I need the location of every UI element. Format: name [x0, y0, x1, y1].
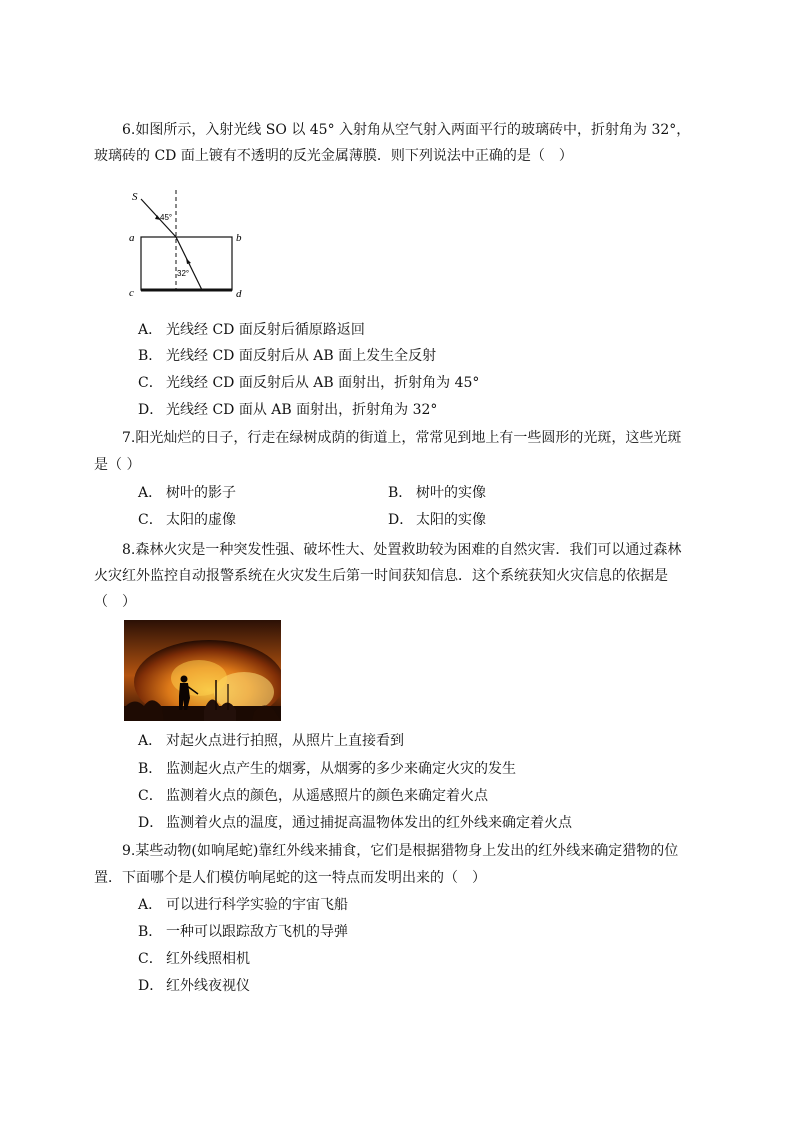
- q9-option-b[interactable]: B． 一种可以跟踪敌方飞机的导弹: [138, 924, 348, 940]
- label-b: b: [236, 232, 242, 244]
- q8-option-c[interactable]: C． 监测着火点的颜色，从遥感照片的颜色来确定着火点: [138, 788, 488, 804]
- angle-32-label: 32°: [177, 269, 190, 278]
- label-c: c: [129, 287, 134, 299]
- glass-brick-diagram: [120, 186, 260, 304]
- q6-option-b[interactable]: B． 光线经 CD 面反射后从 AB 面上发生全反射: [138, 348, 437, 364]
- q9-option-a[interactable]: A． 可以进行科学实验的宇宙飞船: [138, 897, 348, 913]
- q9-option-d[interactable]: D． 红外线夜视仪: [138, 978, 250, 994]
- q8-stem-line2: 火灾红外监控自动报警系统在火灾发生后第一时间获知信息．这个系统获知火灾信息的依据是: [94, 568, 668, 584]
- q8-stem-line3: （ ）: [94, 594, 136, 610]
- glass-brick: [141, 237, 232, 290]
- q7-stem-line2: 是（ ）: [94, 457, 141, 473]
- q6-option-d[interactable]: D． 光线经 CD 面从 AB 面射出，折射角为 32°: [138, 402, 438, 418]
- q7-stem-line1: 7.阳光灿烂的日子，行走在绿树成荫的街道上，常常见到地上有一些圆形的光斑，这些光斑: [122, 430, 682, 446]
- q8-option-d[interactable]: D． 监测着火点的温度，通过捕捉高温物体发出的红外线来确定着火点: [138, 815, 572, 831]
- angle-45-label: 45°: [160, 213, 173, 222]
- q6-stem-line1: 6.如图所示，入射光线 SO 以 45° 入射角从空气射入两面平行的玻璃砖中，折射角为 32°，: [122, 122, 691, 138]
- q9-stem-line2: 置．下面哪个是人们模仿响尾蛇的这一特点而发明出来的（ ）: [94, 870, 486, 886]
- q6-option-a[interactable]: A． 光线经 CD 面反射后循原路返回: [138, 322, 365, 338]
- q8-option-a[interactable]: A． 对起火点进行拍照，从照片上直接看到: [138, 733, 404, 749]
- q7-option-c[interactable]: C． 太阳的虚像: [138, 512, 236, 528]
- label-S: S: [132, 191, 138, 203]
- label-d: d: [236, 288, 242, 300]
- forest-fire-photo: [124, 620, 281, 721]
- q6-stem-line2: 玻璃砖的 CD 面上镀有不透明的反光金属薄膜．则下列说法中正确的是（ ）: [94, 148, 573, 164]
- label-a: a: [129, 232, 135, 244]
- q7-option-b[interactable]: B． 树叶的实像: [388, 485, 486, 501]
- q6-option-c[interactable]: C． 光线经 CD 面反射后从 AB 面射出，折射角为 45°: [138, 375, 480, 391]
- refracted-arrow: [186, 258, 191, 264]
- q9-stem-line1: 9.某些动物(如响尾蛇)靠红外线来捕食，它们是根据猎物身上发出的红外线来确定猎物的位: [122, 843, 679, 859]
- q7-option-d[interactable]: D． 太阳的实像: [388, 512, 486, 528]
- q8-stem-line1: 8.森林火灾是一种突发性强、破坏性大、处置救助较为困难的自然灾害．我们可以通过森林: [122, 542, 682, 558]
- q9-option-c[interactable]: C． 红外线照相机: [138, 951, 250, 967]
- q7-option-a[interactable]: A． 树叶的影子: [138, 485, 236, 501]
- q8-option-b[interactable]: B． 监测起火点产生的烟雾，从烟雾的多少来确定火灾的发生: [138, 761, 516, 777]
